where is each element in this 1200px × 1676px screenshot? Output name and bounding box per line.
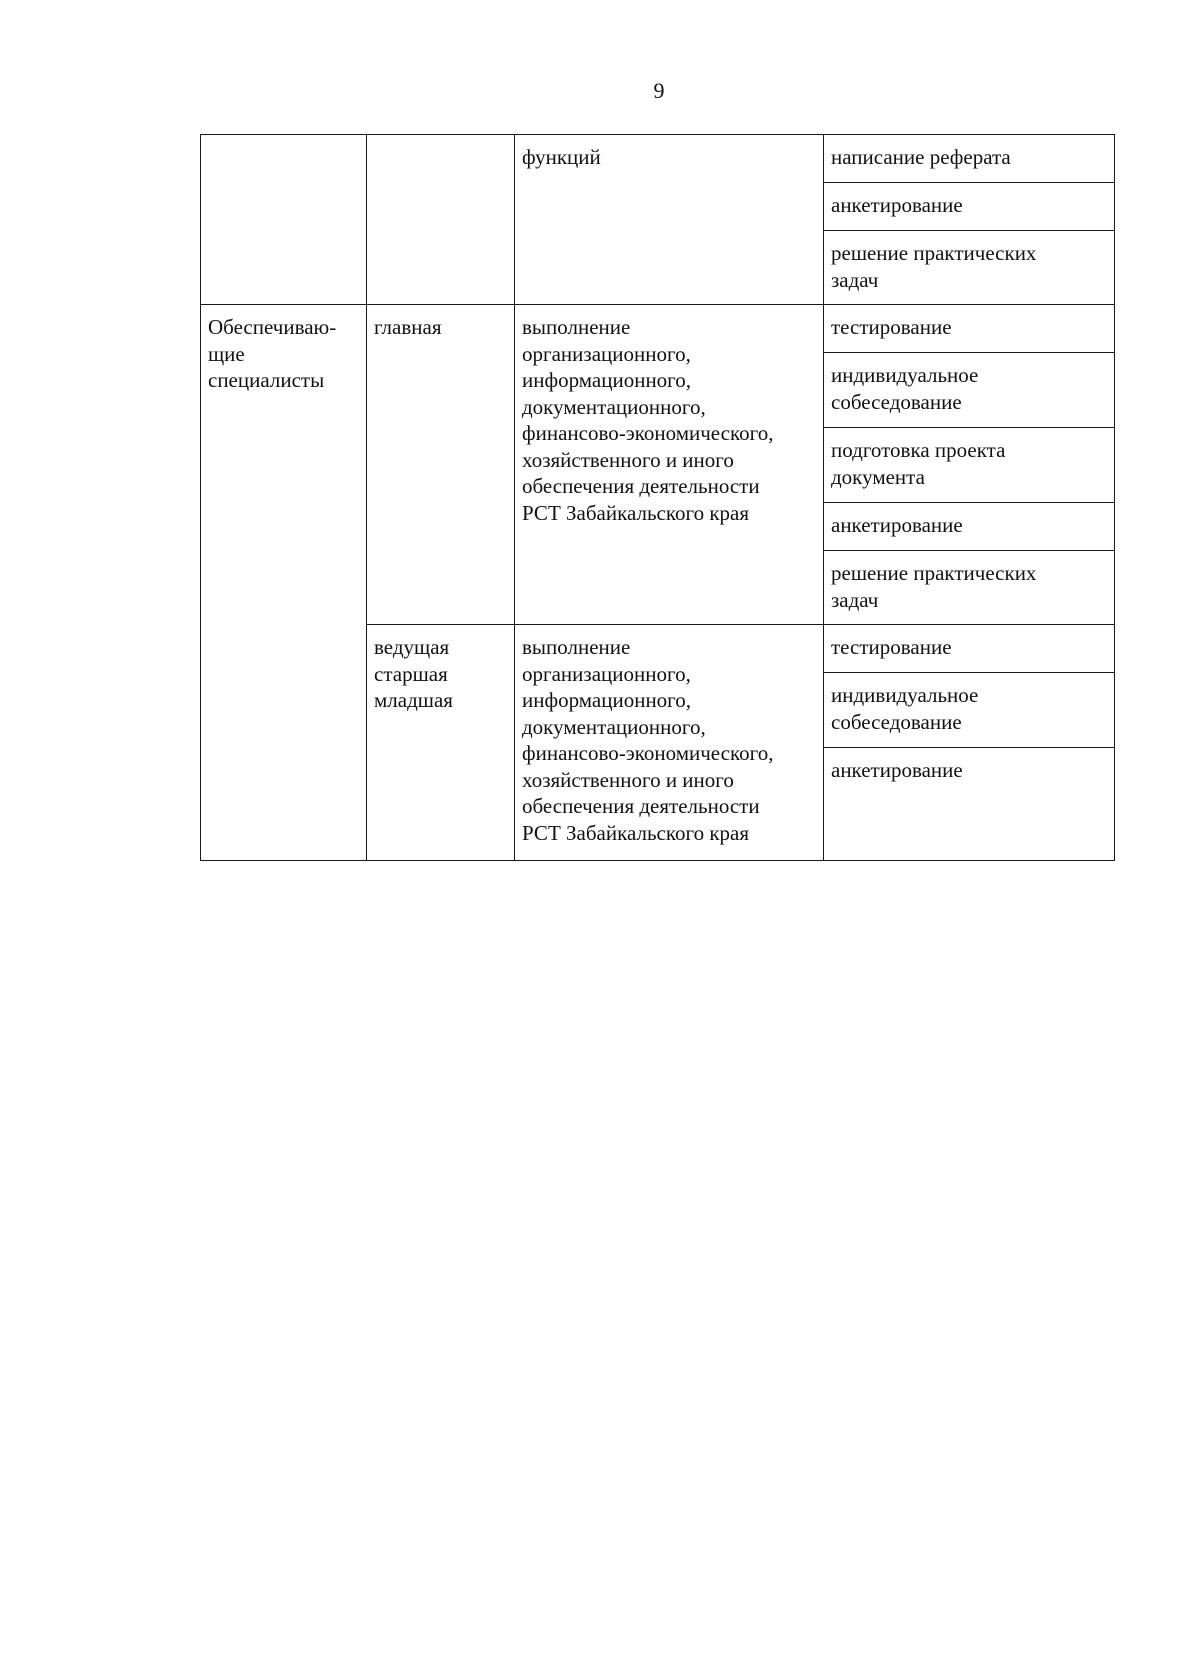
method-cell: анкетирование [824,503,1115,551]
method-cell: решение практических задач [824,231,1115,305]
method-cell: тестирование [824,625,1115,673]
method-cell: написание реферата [824,135,1115,183]
function-cell: функций [515,135,824,305]
function-cell: выполнение организационного, информационного, документационного, финансово-экономического, хозяйственного и иного обеспечения деятельности РСТ Забайкальского края [515,625,824,861]
category-cell-empty [201,135,367,305]
group-cell-empty [367,135,515,305]
group-cell: ведущая старшая младшая [367,625,515,861]
requirements-table [200,134,1115,861]
category-cell: Обеспечиваю- щие специалисты [201,305,367,861]
method-cell: тестирование [824,305,1115,353]
method-cell: индивидуальное собеседование [824,353,1115,428]
method-cell: подготовка проекта документа [824,428,1115,503]
method-cell: анкетирование [824,183,1115,231]
method-cell: решение практических задач [824,551,1115,625]
table-row [201,305,1115,353]
function-cell: выполнение организационного, информационного, документационного, финансово-экономического, хозяйственного и иного обеспечения деятельности РСТ Забайкальского края [515,305,824,625]
group-cell: главная [367,305,515,625]
page-number: 9 [653,78,665,103]
method-cell: индивидуальное собеседование [824,673,1115,748]
method-cell: анкетирование [824,748,1115,861]
table-row [201,135,1115,183]
